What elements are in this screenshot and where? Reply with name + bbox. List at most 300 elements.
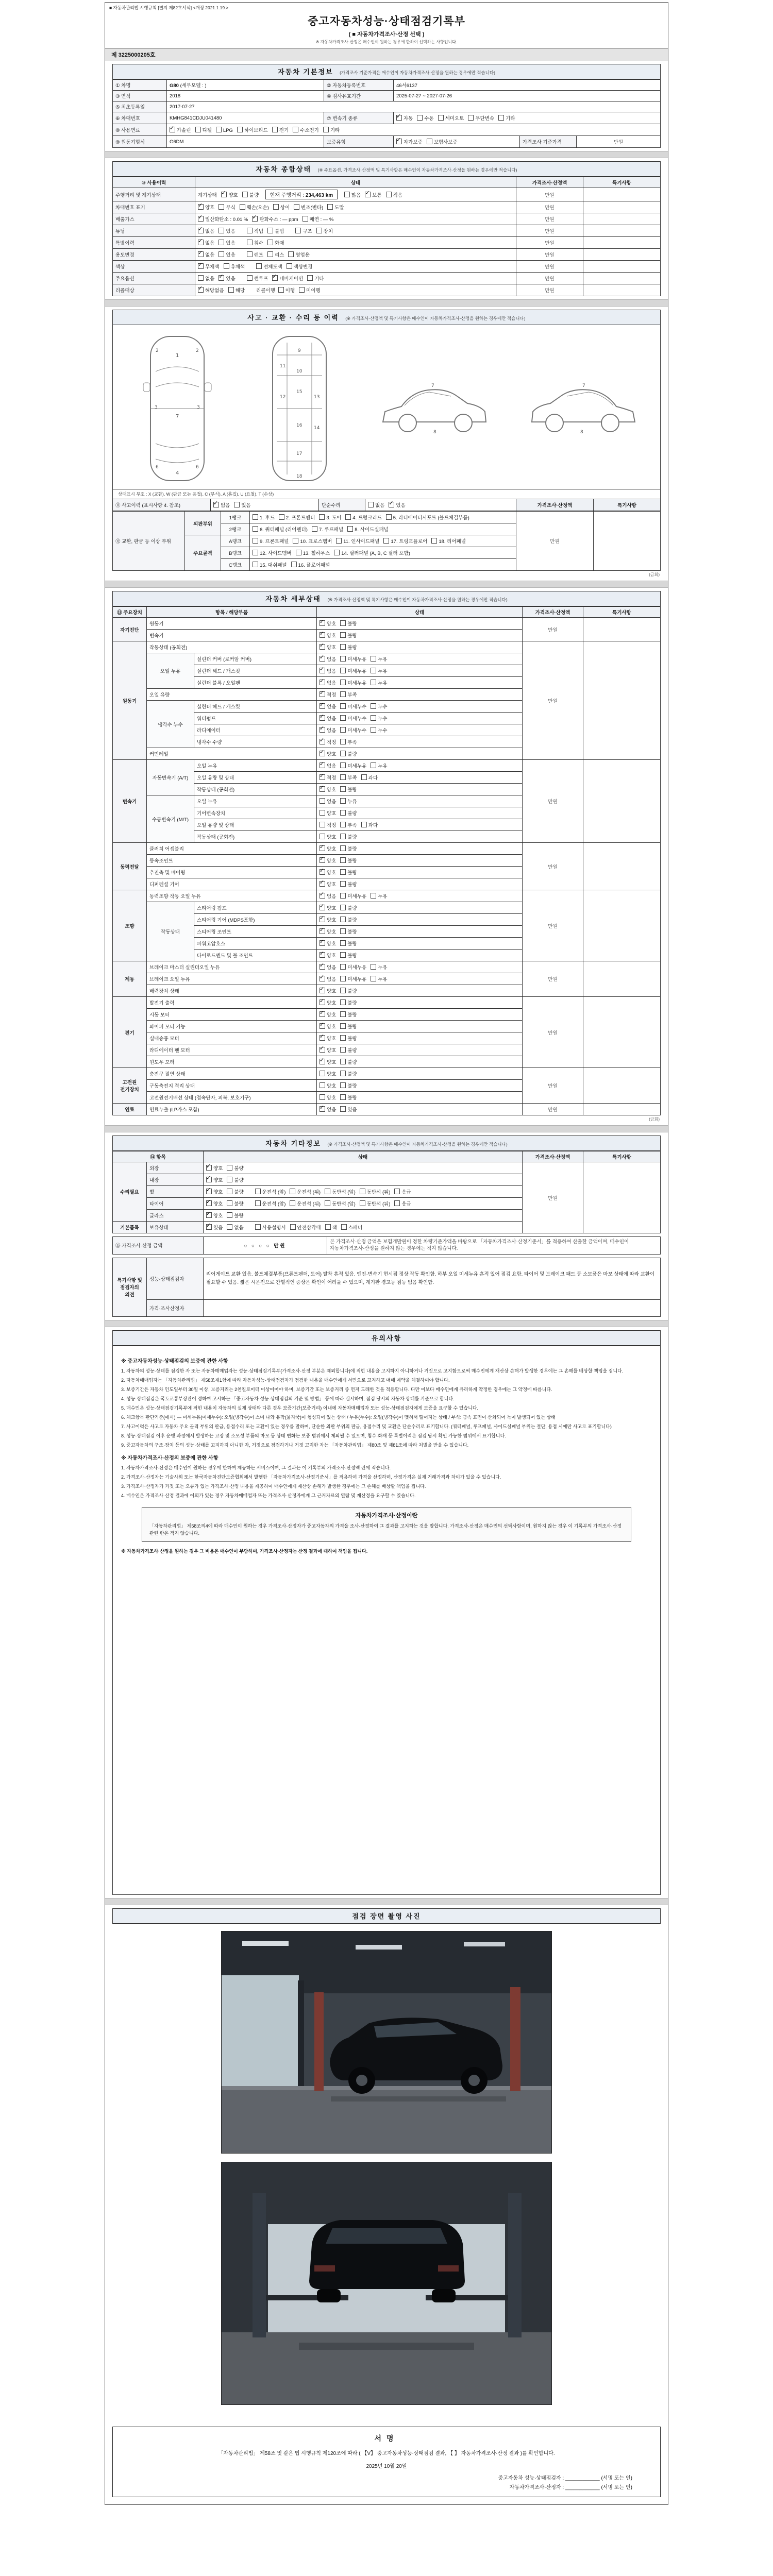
checkbox-option[interactable] <box>295 227 312 234</box>
checkbox-icon[interactable] <box>371 680 376 685</box>
checkbox-option[interactable] <box>253 549 292 556</box>
checkbox-option[interactable] <box>371 679 387 686</box>
checkbox-option[interactable] <box>340 975 366 982</box>
checkbox-option[interactable] <box>293 537 332 545</box>
checkbox-icon[interactable] <box>361 774 367 780</box>
checkbox-icon[interactable] <box>340 774 346 780</box>
checkbox-icon[interactable] <box>341 1224 347 1230</box>
checkbox-option[interactable] <box>320 738 336 745</box>
checkbox-option[interactable] <box>320 963 336 971</box>
checkbox-icon[interactable] <box>267 228 273 233</box>
checkbox-icon[interactable] <box>340 762 346 768</box>
checkbox-option[interactable] <box>320 928 336 935</box>
checkbox-icon[interactable] <box>360 1189 365 1194</box>
checkbox-option[interactable] <box>247 239 263 246</box>
checkbox-option[interactable] <box>316 227 333 234</box>
checkbox-option[interactable] <box>340 987 357 994</box>
checkbox-option[interactable] <box>253 526 308 533</box>
checkbox-option[interactable] <box>320 999 336 1006</box>
checkbox-icon[interactable] <box>320 680 325 685</box>
checkbox-option[interactable] <box>340 655 366 663</box>
checkbox-option[interactable] <box>227 1176 243 1183</box>
checkbox-icon[interactable] <box>340 1094 346 1100</box>
checkbox-icon[interactable] <box>219 251 224 257</box>
checkbox-option[interactable] <box>272 275 303 282</box>
checkbox-icon[interactable] <box>253 562 258 567</box>
checkbox-icon[interactable] <box>240 204 245 210</box>
checkbox-option[interactable] <box>228 286 245 294</box>
checkbox-icon[interactable] <box>198 287 204 293</box>
checkbox-option[interactable] <box>340 786 357 793</box>
checkbox-icon[interactable] <box>224 263 229 269</box>
checkbox-icon[interactable] <box>237 127 243 132</box>
checkbox-icon[interactable] <box>247 275 253 281</box>
checkbox-icon[interactable] <box>340 964 346 970</box>
checkbox-option[interactable] <box>340 1106 357 1113</box>
checkbox-icon[interactable] <box>320 917 325 922</box>
checkbox-icon[interactable] <box>320 881 325 887</box>
checkbox-option[interactable] <box>195 126 212 133</box>
checkbox-option[interactable] <box>320 880 336 888</box>
checkbox-option[interactable] <box>327 204 344 211</box>
checkbox-option[interactable] <box>340 999 357 1006</box>
checkbox-icon[interactable] <box>340 1023 346 1029</box>
checkbox-option[interactable] <box>371 703 387 710</box>
checkbox-icon[interactable] <box>468 115 474 121</box>
checkbox-icon[interactable] <box>219 275 224 281</box>
checkbox-option[interactable] <box>340 892 366 900</box>
checkbox-icon[interactable] <box>320 1023 325 1029</box>
checkbox-option[interactable] <box>340 928 357 935</box>
checkbox-option[interactable] <box>371 762 387 769</box>
checkbox-option[interactable] <box>336 537 379 545</box>
checkbox-icon[interactable] <box>320 869 325 875</box>
checkbox-icon[interactable] <box>198 263 204 269</box>
checkbox-option[interactable] <box>296 549 330 556</box>
checkbox-option[interactable] <box>320 1094 336 1101</box>
checkbox-icon[interactable] <box>340 845 346 851</box>
checkbox-icon[interactable] <box>347 526 353 532</box>
checkbox-icon[interactable] <box>340 893 346 899</box>
checkbox-icon[interactable] <box>431 538 437 544</box>
checkbox-icon[interactable] <box>198 240 204 245</box>
checkbox-option[interactable] <box>290 1224 321 1231</box>
checkbox-icon[interactable] <box>389 502 394 507</box>
checkbox-icon[interactable] <box>371 976 376 981</box>
checkbox-icon[interactable] <box>320 1011 325 1017</box>
checkbox-icon[interactable] <box>234 502 240 507</box>
checkbox-icon[interactable] <box>320 988 325 993</box>
checkbox-icon[interactable] <box>340 881 346 887</box>
checkbox-option[interactable] <box>361 774 378 781</box>
checkbox-option[interactable] <box>320 821 336 828</box>
checkbox-option[interactable] <box>320 1011 336 1018</box>
checkbox-icon[interactable] <box>320 668 325 673</box>
checkbox-option[interactable] <box>340 667 366 674</box>
checkbox-icon[interactable] <box>227 1224 232 1230</box>
checkbox-icon[interactable] <box>219 228 224 233</box>
checkbox-option[interactable] <box>224 263 245 270</box>
checkbox-option[interactable] <box>386 514 469 521</box>
checkbox-option[interactable] <box>360 1200 391 1207</box>
checkbox-icon[interactable] <box>228 287 234 293</box>
checkbox-option[interactable] <box>213 501 230 509</box>
checkbox-icon[interactable] <box>340 928 346 934</box>
checkbox-icon[interactable] <box>221 192 227 197</box>
checkbox-icon[interactable] <box>320 1106 325 1112</box>
checkbox-option[interactable] <box>320 620 336 627</box>
checkbox-icon[interactable] <box>290 1224 296 1230</box>
checkbox-option[interactable] <box>340 963 366 971</box>
checkbox-option[interactable] <box>219 204 235 211</box>
checkbox-option[interactable] <box>267 239 284 246</box>
checkbox-option[interactable] <box>320 1058 336 1065</box>
checkbox-option[interactable] <box>206 1188 223 1195</box>
checkbox-icon[interactable] <box>320 893 325 899</box>
checkbox-icon[interactable] <box>290 1189 295 1194</box>
checkbox-icon[interactable] <box>340 680 346 685</box>
checkbox-icon[interactable] <box>340 1082 346 1088</box>
checkbox-option[interactable] <box>206 1176 223 1183</box>
checkbox-icon[interactable] <box>291 562 297 567</box>
checkbox-icon[interactable] <box>320 810 325 816</box>
checkbox-option[interactable] <box>320 916 336 923</box>
checkbox-option[interactable] <box>340 762 366 769</box>
checkbox-option[interactable] <box>278 286 295 294</box>
checkbox-option[interactable] <box>288 251 310 258</box>
checkbox-option[interactable] <box>219 239 235 246</box>
checkbox-icon[interactable] <box>340 834 346 839</box>
checkbox-icon[interactable] <box>320 1082 325 1088</box>
checkbox-option[interactable] <box>267 227 284 234</box>
checkbox-icon[interactable] <box>340 620 346 626</box>
checkbox-icon[interactable] <box>325 1224 331 1230</box>
checkbox-icon[interactable] <box>340 822 346 827</box>
checkbox-option[interactable] <box>340 726 366 734</box>
checkbox-option[interactable] <box>340 1011 357 1018</box>
checkbox-option[interactable] <box>320 940 336 947</box>
checkbox-icon[interactable] <box>320 727 325 733</box>
checkbox-icon[interactable] <box>340 727 346 733</box>
checkbox-option[interactable] <box>320 667 336 674</box>
checkbox-option[interactable] <box>320 703 336 710</box>
checkbox-option[interactable] <box>394 1200 411 1207</box>
checkbox-option[interactable] <box>340 869 357 876</box>
checkbox-option[interactable] <box>253 561 287 568</box>
checkbox-icon[interactable] <box>227 1212 232 1218</box>
checkbox-option[interactable] <box>227 1200 243 1207</box>
checkbox-icon[interactable] <box>360 1200 365 1206</box>
checkbox-icon[interactable] <box>320 774 325 780</box>
checkbox-icon[interactable] <box>340 988 346 993</box>
checkbox-option[interactable] <box>340 1035 357 1042</box>
checkbox-option[interactable] <box>227 1224 243 1231</box>
checkbox-option[interactable] <box>340 738 357 745</box>
checkbox-option[interactable] <box>340 679 366 686</box>
checkbox-option[interactable] <box>340 857 357 864</box>
checkbox-icon[interactable] <box>206 1224 212 1230</box>
checkbox-option[interactable] <box>320 762 336 769</box>
checkbox-icon[interactable] <box>320 691 325 697</box>
checkbox-icon[interactable] <box>320 644 325 650</box>
checkbox-option[interactable] <box>389 501 405 509</box>
checkbox-icon[interactable] <box>287 263 292 269</box>
checkbox-option[interactable] <box>320 809 336 817</box>
checkbox-option[interactable] <box>320 632 336 639</box>
checkbox-icon[interactable] <box>198 251 204 257</box>
checkbox-icon[interactable] <box>252 216 258 222</box>
checkbox-icon[interactable] <box>256 263 262 269</box>
checkbox-icon[interactable] <box>272 275 278 281</box>
checkbox-icon[interactable] <box>325 1189 330 1194</box>
checkbox-option[interactable] <box>198 251 214 258</box>
checkbox-option[interactable] <box>427 138 458 145</box>
checkbox-option[interactable] <box>216 127 233 133</box>
checkbox-option[interactable] <box>320 750 336 757</box>
checkbox-option[interactable] <box>273 204 290 211</box>
checkbox-icon[interactable] <box>365 192 371 197</box>
checkbox-option[interactable] <box>320 857 336 864</box>
checkbox-icon[interactable] <box>247 240 253 245</box>
checkbox-icon[interactable] <box>371 893 376 899</box>
checkbox-option[interactable] <box>219 227 235 234</box>
checkbox-icon[interactable] <box>290 1200 295 1206</box>
checkbox-option[interactable] <box>340 774 357 781</box>
checkbox-icon[interactable] <box>320 976 325 981</box>
checkbox-icon[interactable] <box>320 715 325 721</box>
checkbox-icon[interactable] <box>371 703 376 709</box>
checkbox-icon[interactable] <box>383 538 389 544</box>
checkbox-option[interactable] <box>320 679 336 686</box>
checkbox-icon[interactable] <box>371 715 376 721</box>
checkbox-icon[interactable] <box>340 1106 346 1112</box>
checkbox-icon[interactable] <box>198 204 204 210</box>
checkbox-option[interactable] <box>365 191 381 198</box>
checkbox-icon[interactable] <box>293 127 298 132</box>
checkbox-icon[interactable] <box>288 251 294 257</box>
checkbox-icon[interactable] <box>278 287 284 293</box>
checkbox-icon[interactable] <box>293 538 298 544</box>
checkbox-option[interactable] <box>320 715 336 722</box>
checkbox-option[interactable] <box>267 251 284 258</box>
checkbox-option[interactable] <box>371 667 387 674</box>
checkbox-option[interactable] <box>345 514 381 521</box>
checkbox-option[interactable] <box>206 1212 223 1219</box>
checkbox-option[interactable] <box>396 138 423 145</box>
checkbox-option[interactable] <box>371 963 387 971</box>
checkbox-option[interactable] <box>237 126 268 133</box>
checkbox-option[interactable] <box>247 275 268 282</box>
checkbox-option[interactable] <box>198 227 214 234</box>
checkbox-option[interactable] <box>360 1188 391 1195</box>
checkbox-option[interactable] <box>394 1188 411 1195</box>
checkbox-option[interactable] <box>170 126 191 133</box>
checkbox-option[interactable] <box>320 1070 336 1077</box>
checkbox-option[interactable] <box>334 549 410 556</box>
checkbox-option[interactable] <box>340 1058 357 1065</box>
checkbox-icon[interactable] <box>206 1165 212 1171</box>
checkbox-icon[interactable] <box>340 1071 346 1076</box>
checkbox-option[interactable] <box>340 833 357 840</box>
checkbox-option[interactable] <box>198 275 214 282</box>
checkbox-icon[interactable] <box>307 275 313 281</box>
checkbox-icon[interactable] <box>319 514 325 520</box>
checkbox-icon[interactable] <box>340 917 346 922</box>
checkbox-option[interactable] <box>438 114 464 122</box>
checkbox-icon[interactable] <box>340 952 346 958</box>
checkbox-icon[interactable] <box>253 550 258 555</box>
checkbox-icon[interactable] <box>273 204 279 210</box>
checkbox-option[interactable] <box>371 655 387 663</box>
checkbox-icon[interactable] <box>340 715 346 721</box>
checkbox-icon[interactable] <box>253 538 258 544</box>
checkbox-option[interactable] <box>320 786 336 793</box>
checkbox-icon[interactable] <box>219 204 224 210</box>
checkbox-option[interactable] <box>242 191 259 198</box>
checkbox-icon[interactable] <box>213 502 219 507</box>
checkbox-icon[interactable] <box>242 192 248 197</box>
checkbox-icon[interactable] <box>320 703 325 709</box>
checkbox-option[interactable] <box>312 526 343 533</box>
checkbox-icon[interactable] <box>170 127 175 132</box>
checkbox-icon[interactable] <box>320 1071 325 1076</box>
checkbox-icon[interactable] <box>195 127 201 132</box>
checkbox-icon[interactable] <box>320 762 325 768</box>
checkbox-icon[interactable] <box>394 1189 400 1194</box>
checkbox-option[interactable] <box>320 904 336 911</box>
checkbox-icon[interactable] <box>368 502 374 507</box>
checkbox-option[interactable] <box>307 275 324 282</box>
checkbox-icon[interactable] <box>316 228 322 233</box>
checkbox-icon[interactable] <box>396 139 402 144</box>
checkbox-option[interactable] <box>340 1070 357 1077</box>
checkbox-icon[interactable] <box>340 976 346 981</box>
checkbox-option[interactable] <box>294 204 323 211</box>
checkbox-icon[interactable] <box>320 834 325 839</box>
checkbox-option[interactable] <box>417 114 433 122</box>
checkbox-icon[interactable] <box>206 1189 212 1194</box>
checkbox-icon[interactable] <box>303 216 308 222</box>
checkbox-icon[interactable] <box>320 798 325 804</box>
checkbox-option[interactable] <box>340 643 357 651</box>
checkbox-option[interactable] <box>340 904 357 911</box>
checkbox-option[interactable] <box>340 691 357 698</box>
checkbox-icon[interactable] <box>386 514 392 520</box>
checkbox-option[interactable] <box>498 114 515 122</box>
checkbox-option[interactable] <box>279 514 315 521</box>
checkbox-option[interactable] <box>431 537 466 545</box>
checkbox-icon[interactable] <box>340 999 346 1005</box>
checkbox-icon[interactable] <box>320 952 325 958</box>
checkbox-option[interactable] <box>320 1046 336 1054</box>
checkbox-option[interactable] <box>291 561 330 568</box>
checkbox-icon[interactable] <box>340 940 346 946</box>
checkbox-option[interactable] <box>253 537 289 545</box>
checkbox-option[interactable] <box>320 643 336 651</box>
checkbox-option[interactable] <box>396 114 413 122</box>
checkbox-option[interactable] <box>320 1106 336 1113</box>
checkbox-option[interactable] <box>347 526 389 533</box>
checkbox-option[interactable] <box>287 263 313 270</box>
checkbox-icon[interactable] <box>340 1035 346 1041</box>
checkbox-icon[interactable] <box>198 228 204 233</box>
checkbox-option[interactable] <box>341 1224 363 1231</box>
checkbox-option[interactable] <box>340 1082 357 1089</box>
checkbox-icon[interactable] <box>255 1224 261 1230</box>
checkbox-option[interactable] <box>320 726 336 734</box>
checkbox-option[interactable] <box>198 204 214 211</box>
checkbox-icon[interactable] <box>320 751 325 756</box>
checkbox-option[interactable] <box>320 987 336 994</box>
checkbox-option[interactable] <box>198 239 214 246</box>
checkbox-icon[interactable] <box>340 786 346 792</box>
checkbox-option[interactable] <box>344 191 361 198</box>
checkbox-option[interactable] <box>293 126 319 133</box>
checkbox-option[interactable] <box>340 703 366 710</box>
checkbox-icon[interactable] <box>417 115 423 121</box>
checkbox-icon[interactable] <box>296 550 301 555</box>
checkbox-option[interactable] <box>198 286 224 294</box>
checkbox-option[interactable] <box>340 750 357 757</box>
checkbox-option[interactable] <box>255 1200 286 1207</box>
checkbox-icon[interactable] <box>386 192 392 197</box>
checkbox-icon[interactable] <box>255 1189 261 1194</box>
checkbox-option[interactable] <box>368 501 384 509</box>
checkbox-icon[interactable] <box>294 204 299 210</box>
checkbox-option[interactable] <box>340 845 357 852</box>
checkbox-icon[interactable] <box>320 857 325 863</box>
checkbox-option[interactable] <box>320 833 336 840</box>
checkbox-icon[interactable] <box>219 240 224 245</box>
checkbox-icon[interactable] <box>340 810 346 816</box>
checkbox-option[interactable] <box>320 691 336 698</box>
checkbox-option[interactable] <box>320 655 336 663</box>
checkbox-icon[interactable] <box>340 869 346 875</box>
checkbox-icon[interactable] <box>340 644 346 650</box>
checkbox-icon[interactable] <box>198 275 204 281</box>
checkbox-option[interactable] <box>320 798 336 805</box>
checkbox-icon[interactable] <box>340 739 346 744</box>
checkbox-icon[interactable] <box>340 668 346 673</box>
checkbox-option[interactable] <box>340 1094 357 1101</box>
checkbox-icon[interactable] <box>267 251 273 257</box>
checkbox-icon[interactable] <box>227 1200 232 1206</box>
checkbox-icon[interactable] <box>227 1189 232 1194</box>
checkbox-icon[interactable] <box>320 632 325 638</box>
checkbox-icon[interactable] <box>327 204 333 210</box>
checkbox-option[interactable] <box>468 114 494 122</box>
checkbox-option[interactable] <box>198 263 220 270</box>
checkbox-option[interactable] <box>383 537 427 545</box>
checkbox-option[interactable] <box>227 1188 243 1195</box>
checkbox-option[interactable] <box>255 1224 286 1231</box>
checkbox-option[interactable] <box>340 809 357 817</box>
checkbox-icon[interactable] <box>320 786 325 792</box>
checkbox-icon[interactable] <box>438 115 444 121</box>
checkbox-icon[interactable] <box>371 668 376 673</box>
checkbox-option[interactable] <box>272 126 289 133</box>
checkbox-icon[interactable] <box>227 1165 232 1171</box>
checkbox-option[interactable] <box>299 286 321 294</box>
checkbox-icon[interactable] <box>253 526 258 532</box>
checkbox-option[interactable] <box>320 1023 336 1030</box>
checkbox-option[interactable] <box>320 892 336 900</box>
checkbox-icon[interactable] <box>320 928 325 934</box>
checkbox-option[interactable] <box>240 204 269 211</box>
checkbox-icon[interactable] <box>247 251 253 257</box>
checkbox-icon[interactable] <box>340 857 346 863</box>
checkbox-option[interactable] <box>371 975 387 982</box>
